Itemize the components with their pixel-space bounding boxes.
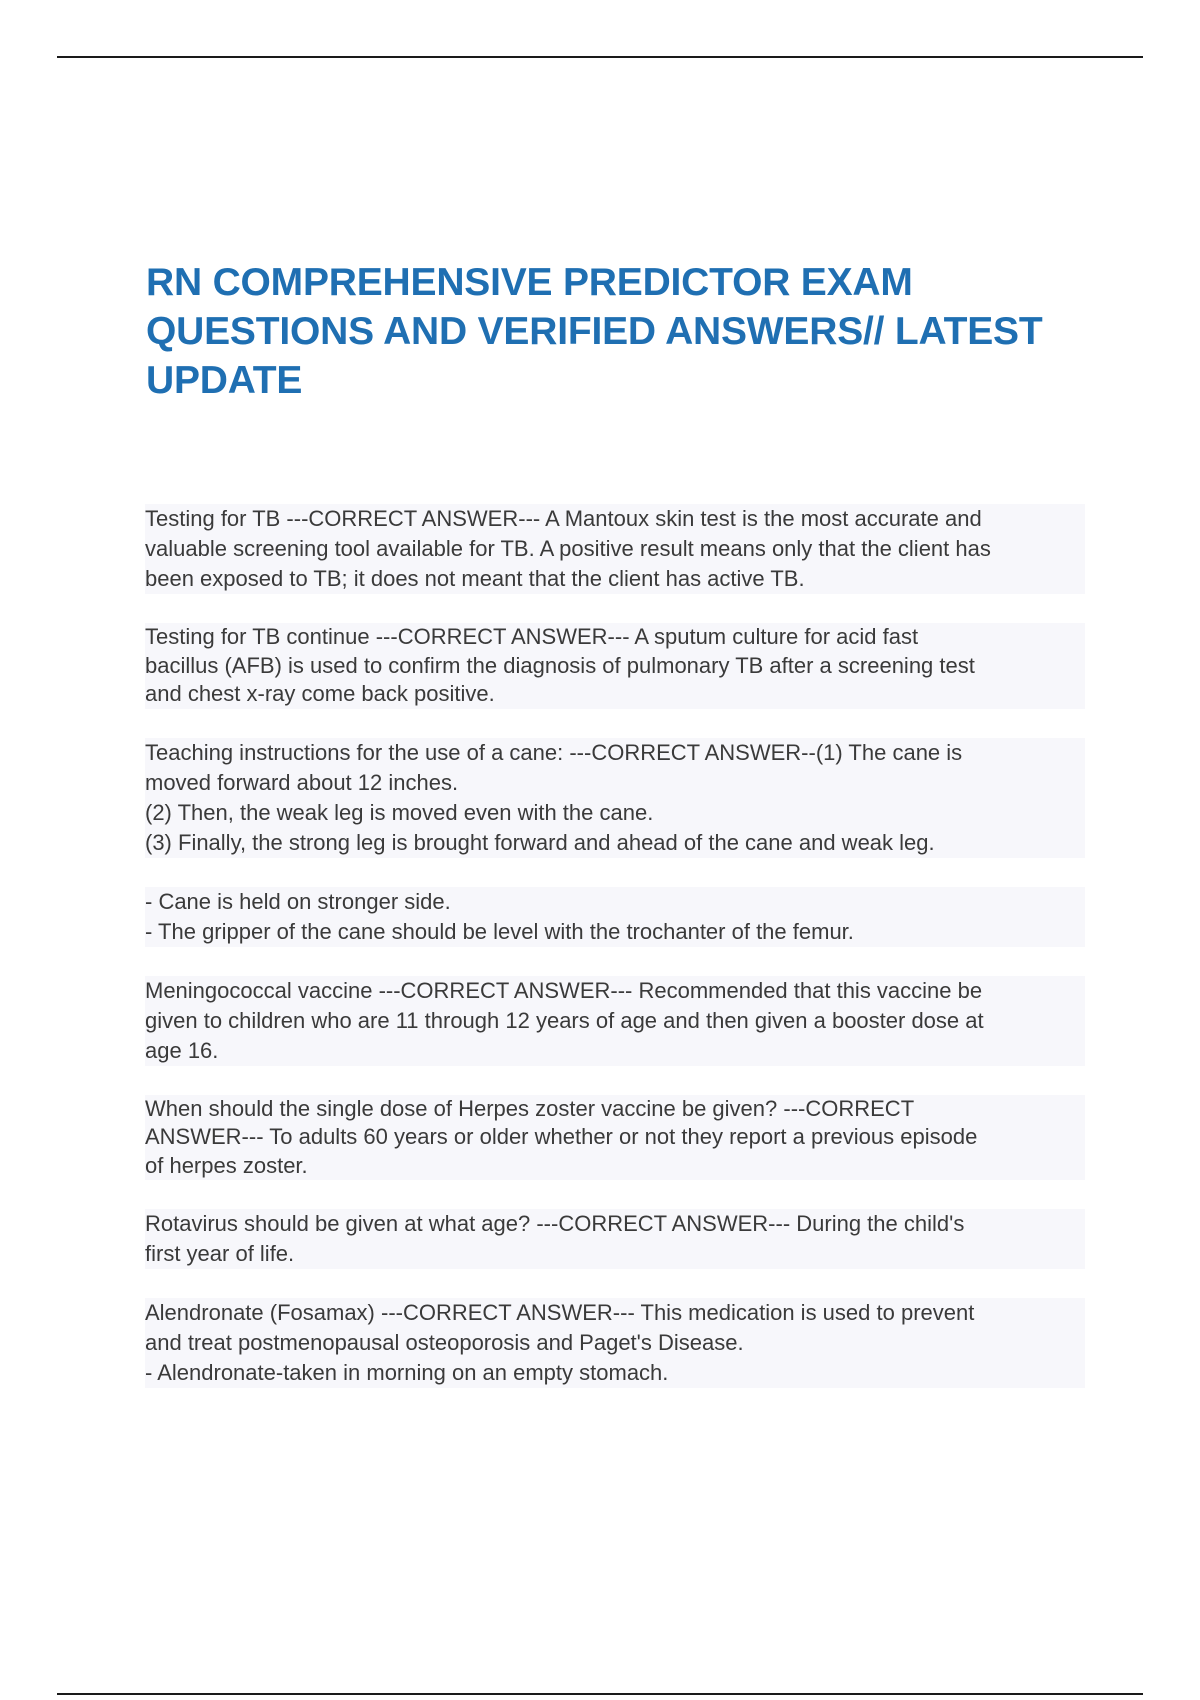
qa-text-line: Testing for TB continue ---CORRECT ANSWER--- A sputum culture for acid fast (145, 623, 1085, 652)
qa-entry-herpes-zoster-vaccine (145, 1095, 1085, 1181)
qa-text-line: been exposed to TB; it does not meant that the client has active TB. (145, 564, 1085, 594)
qa-text-line: Alendronate (Fosamax) ---CORRECT ANSWER--- This medication is used to prevent (145, 1298, 1085, 1328)
qa-text-line: Testing for TB ---CORRECT ANSWER--- A Mantoux skin test is the most accurate and (145, 504, 1085, 534)
qa-text-line: bacillus (AFB) is used to confirm the diagnosis of pulmonary TB after a screening test (145, 652, 1085, 681)
qa-text-line: given to children who are 11 through 12 years of age and then given a booster dose at (145, 1006, 1085, 1036)
qa-entry-meningococcal-vaccine (145, 976, 1085, 1066)
bottom-rule (57, 1693, 1143, 1695)
qa-text-line: of herpes zoster. (145, 1152, 1085, 1181)
title-line: QUESTIONS AND VERIFIED ANSWERS// LATEST (146, 310, 1043, 353)
qa-text-line: - Cane is held on stronger side. (145, 887, 1085, 917)
qa-entry-cane-instructions (145, 738, 1085, 858)
qa-text-line: Teaching instructions for the use of a cane: ---CORRECT ANSWER--(1) The cane is (145, 738, 1085, 768)
qa-list (145, 504, 1085, 1417)
qa-text-line: - Alendronate-taken in morning on an empty stomach. (145, 1358, 1085, 1388)
qa-text-line: - The gripper of the cane should be level with the trochanter of the femur. (145, 917, 1085, 947)
qa-text-line: and chest x-ray come back positive. (145, 680, 1085, 709)
qa-entry-testing-for-tb-continue (145, 623, 1085, 709)
qa-text-line: When should the single dose of Herpes zoster vaccine be given? ---CORRECT (145, 1095, 1085, 1124)
qa-text-line: and treat postmenopausal osteoporosis and Paget's Disease. (145, 1328, 1085, 1358)
title-line: RN COMPREHENSIVE PREDICTOR EXAM (146, 261, 913, 304)
qa-text-line: Rotavirus should be given at what age? ---CORRECT ANSWER--- During the child's (145, 1209, 1085, 1239)
qa-text-line: valuable screening tool available for TB. A positive result means only that the client has (145, 534, 1085, 564)
qa-text-line: first year of life. (145, 1239, 1085, 1269)
qa-text-line: ANSWER--- To adults 60 years or older whether or not they report a previous episode (145, 1123, 1085, 1152)
qa-entry-rotavirus (145, 1209, 1085, 1269)
qa-entry-cane-notes (145, 887, 1085, 947)
document-title (146, 258, 1126, 405)
qa-text-line: Meningococcal vaccine ---CORRECT ANSWER--- Recommended that this vaccine be (145, 976, 1085, 1006)
title-line: UPDATE (146, 359, 303, 402)
qa-text-line: (2) Then, the weak leg is moved even with the cane. (145, 798, 1085, 828)
qa-entry-alendronate (145, 1298, 1085, 1388)
qa-text-line: age 16. (145, 1036, 1085, 1066)
qa-text-line: (3) Finally, the strong leg is brought forward and ahead of the cane and weak leg. (145, 828, 1085, 858)
qa-entry-testing-for-tb (145, 504, 1085, 594)
qa-text-line: moved forward about 12 inches. (145, 768, 1085, 798)
top-rule (57, 56, 1143, 58)
